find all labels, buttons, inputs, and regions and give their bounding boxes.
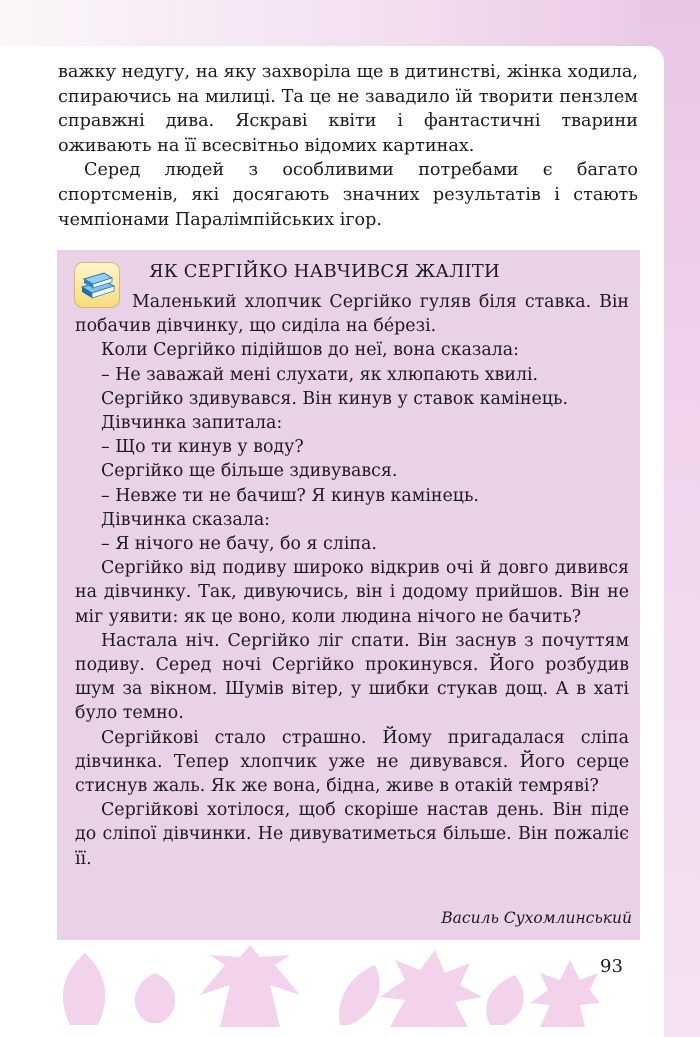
story-paragraph: Маленький хлопчик Сергійко гуляв біля ставка. Він побачив дівчинку, що сиділа на бéрезі. (75, 292, 629, 337)
story-paragraph: Сергійкові хотілося, щоб скоріше настав день. Він піде до сліпої дівчинки. Не дивуватиметься більше. Він пожаліє її. (75, 800, 629, 869)
story-paragraph: Дівчинка запитала: (101, 413, 283, 434)
intro-paragraph: важку недугу, на яку захворіла ще в дитинстві, жінка ходила, спираючись на милиці. Та це не завадило їй творити пензлем справжні дива. Яскраві квіти і фантастичні тварини оживають на її всесвітньо відомих картинах. (58, 62, 638, 156)
story-author: Василь Сухомлинський (441, 909, 632, 927)
page-number: 93 (600, 956, 623, 977)
story-paragraph: Сергійкові стало страшно. Йому пригадалася сліпа дівчинка. Тепер хлопчик уже не дивувався. Його серце стиснув жаль. Як же вона, бідна, живе в отакій темряві? (75, 727, 629, 797)
story-paragraph: Настала ніч. Сергійко ліг спати. Він заснув з почуттям подиву. Серед ночі Сергійко прокинувся. Його розбудив шум за вікном. Шумів вітер, у шибки стукав дощ. А в хаті було темно. (75, 630, 629, 724)
story-paragraph: Дівчинка сказала: (101, 509, 271, 530)
story-paragraph: Сергійко від подиву широко відкрив очі й довго дивився на дівчинку. Так, дивуючись, він і додому прийшов. Він не міг уявити: як це воно, коли людина нічого не бачить? (75, 558, 629, 627)
story-paragraph: Сергійко здивувався. Він кинув у ставок камінець. (101, 388, 568, 409)
story-paragraph: – Я нічого не бачу, бо я сліпа. (101, 534, 377, 555)
story-paragraph: Коли Сергійко підійшов до неї, вона сказала: (101, 340, 519, 361)
leaf-silhouettes-icon (50, 945, 600, 1030)
story-paragraph: – Що ти кинув у воду? (101, 437, 304, 458)
story-paragraph: – Не заважай мені слухати, як хлюпають хвилі. (101, 364, 539, 385)
intro-text (58, 60, 638, 232)
story-text (75, 290, 629, 871)
story-title: ЯК СЕРГІЙКО НАВЧИВСЯ ЖАЛІТИ (149, 261, 500, 282)
story-paragraph: Сергійко ще більше здивувався. (101, 461, 398, 482)
story-box (57, 250, 640, 940)
intro-paragraph: Серед людей з особливими потребами є багато спортсменів, які досягають значних результатів і стають чемпіонами Паралімпійських ігор. (58, 160, 638, 230)
story-paragraph: – Невже ти не бачиш? Я кинув камінець. (101, 485, 479, 506)
